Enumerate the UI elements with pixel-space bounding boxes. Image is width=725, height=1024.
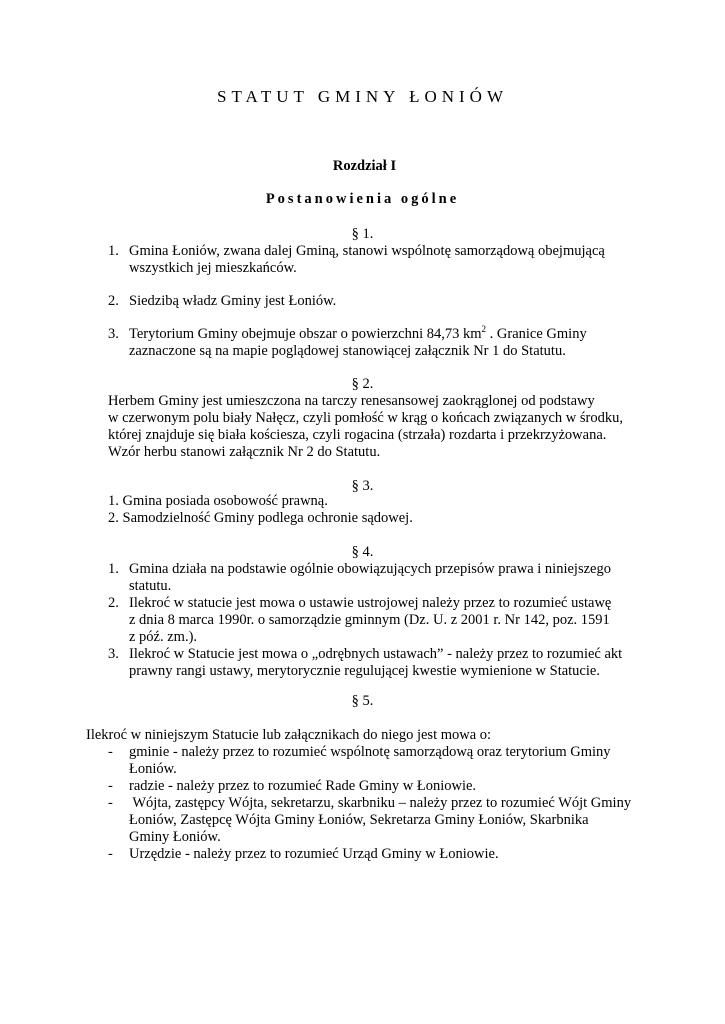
square-superscript: 2 (481, 324, 487, 334)
section-2-line-1: Herbem Gminy jest umieszczona na tarczy renesansowej zaokrąglonej od podstawy (108, 393, 595, 409)
section-4-item-2-number: 2. (108, 595, 119, 611)
section-1-item-2-line-1: Siedzibą władz Gminy jest Łoniów. (129, 293, 337, 309)
section-2-line-4: Wzór herbu stanowi załącznik Nr 2 do Statutu. (108, 444, 381, 460)
section-2-symbol: § 2. (351, 376, 374, 392)
section-5-item-4-line-1: Urzędzie - należy przez to rozumieć Urząd Gminy w Łoniowie. (129, 846, 499, 862)
section-4-item-3-line-1: Ilekroć w Statucie jest mowa o „odrębnych ustawach” - należy przez to rozumieć akt (129, 646, 623, 662)
section-5-item-2-dash: - (108, 778, 113, 794)
section-4-item-3-line-2: prawny rangi ustawy, merytorycznie regulującej kwestie wymienione w Statucie. (129, 663, 600, 679)
section-5-intro: Ilekroć w niniejszym Statucie lub załącznikach do niego jest mowa o: (86, 727, 492, 743)
section-4-item-1-line-1: Gmina działa na podstawie ogólnie obowiązujących przepisów prawa i niniejszego (129, 561, 611, 577)
section-5-item-3-line-3: Gminy Łoniów. (129, 829, 221, 845)
section-5-item-3-line-1: Wójta, zastępcy Wójta, sekretarzu, skarbniku – należy przez to rozumieć Wójt Gminy (129, 795, 632, 811)
section-1-item-3-number: 3. (108, 326, 119, 342)
section-5-item-3-dash: - (108, 795, 113, 811)
document-title: STATUT GMINY ŁONIÓW (216, 87, 508, 106)
section-3-line-1: 1. Gmina posiada osobowość prawną. (108, 493, 328, 509)
section-3-symbol: § 3. (351, 478, 374, 494)
section-5-item-1-dash: - (108, 744, 113, 760)
section-5-symbol: § 5. (351, 693, 374, 709)
section-4-item-2-line-2: z dnia 8 marca 1990r. o samorządzie gminnym (Dz. U. z 2001 r. Nr 142, poz. 1591 (129, 612, 610, 628)
section-5-item-1-line-1: gminie - należy przez to rozumieć wspólnotę samorządową oraz terytorium Gminy (129, 744, 611, 760)
section-5-item-2-line-1: radzie - należy przez to rozumieć Rade Gminy w Łoniowie. (129, 778, 477, 794)
section-1-item-1-line-2: wszystkich jej mieszkańców. (129, 260, 297, 276)
section-1-symbol: § 1. (351, 226, 374, 242)
section-2-line-3: której znajduje się biała kościesza, czyli rogacina (strzała) rozdarta i przekrzyżowana. (108, 427, 607, 443)
section-1-item-1-line-1: Gmina Łoniów, zwana dalej Gminą, stanowi wspólnotę samorządową obejmującą (129, 243, 605, 259)
section-1-item-3-text-b: . Granice Gminy (486, 326, 587, 342)
section-2-line-2: w czerwonym polu biały Nałęcz, czyli pomłość w krąg o końcach związanych w środku, (108, 410, 623, 426)
section-4-item-1-number: 1. (108, 561, 119, 577)
section-5-item-1-line-2: Łoniów. (129, 761, 177, 777)
section-5-item-4-dash: - (108, 846, 113, 862)
section-4-symbol: § 4. (351, 544, 374, 560)
section-4-item-1-line-2: statutu. (129, 578, 172, 594)
section-1-item-3-text-a: Terytorium Gminy obejmuje obszar o powierzchni 84,73 km (129, 326, 482, 342)
section-4-item-2-line-3: z póź. zm.). (129, 629, 198, 645)
section-5-item-3-line-2: Łoniów, Zastępcę Wójta Gminy Łoniów, Sekretarza Gminy Łoniów, Skarbnika (129, 812, 589, 828)
chapter-heading: Rozdział I (332, 158, 397, 174)
section-4-item-2-line-1: Ilekroć w statucie jest mowa o ustawie ustrojowej należy przez to rozumieć ustawę (129, 595, 612, 611)
section-1-item-3-line-1 (129, 326, 587, 343)
section-4-item-3-number: 3. (108, 646, 119, 662)
section-3-line-2: 2. Samodzielność Gminy podlega ochronie sądowej. (108, 510, 413, 526)
chapter-subtitle: Postanowienia ogólne (265, 191, 460, 207)
section-1-item-1-number: 1. (108, 243, 119, 259)
section-1-item-3-line-2: zaznaczone są na mapie poglądowej stanowiącej załącznik Nr 1 do Statutu. (129, 343, 566, 359)
section-1-item-2-number: 2. (108, 293, 119, 309)
